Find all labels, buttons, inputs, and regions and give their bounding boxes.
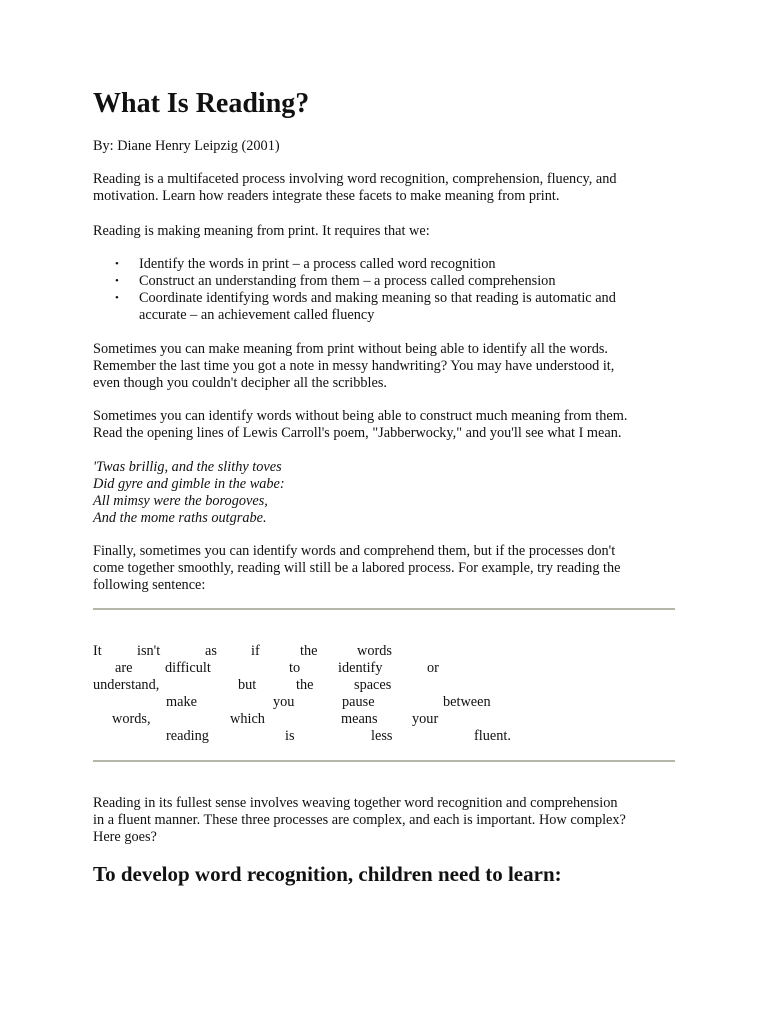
poem-line: 'Twas brillig, and the slithy toves xyxy=(93,459,282,475)
spaced-word: the xyxy=(296,677,314,693)
finally-paragraph xyxy=(93,543,683,594)
spaced-word: the xyxy=(300,643,318,659)
paragraph-line: come together smoothly, reading will still be a labored process. For example, try reading the xyxy=(93,560,621,576)
spaced-word: as xyxy=(205,643,217,659)
byline: By: Diane Henry Leipzig (2001) xyxy=(93,138,280,154)
intro-line: motivation. Learn how readers integrate these facets to make meaning from print. xyxy=(93,188,560,204)
paragraph-line: in a fluent manner. These three processes are complex, and each is important. How complex? xyxy=(93,812,626,828)
spaced-word: or xyxy=(427,660,439,676)
spaced-word: It xyxy=(93,643,102,659)
spaced-word: reading xyxy=(166,728,209,744)
paragraph-line: Sometimes you can identify words without being able to construct much meaning from them. xyxy=(93,408,628,424)
spaced-word: if xyxy=(251,643,260,659)
page-title: What Is Reading? xyxy=(93,88,310,119)
spaced-word: you xyxy=(273,694,295,710)
list-item-text: Construct an understanding from them – a process called comprehension xyxy=(139,273,556,289)
paragraph-line: Finally, sometimes you can identify words and comprehend them, but if the processes don't xyxy=(93,543,616,559)
horizontal-divider xyxy=(93,760,675,762)
paragraph-line: Sometimes you can make meaning from print without being able to identify all the words. xyxy=(93,341,608,357)
paragraph-line: Read the opening lines of Lewis Carroll's poem, "Jabberwocky," and you'll see what I mean. xyxy=(93,425,622,441)
spaced-word: to xyxy=(289,660,301,676)
list-item-text: accurate – an achievement called fluency xyxy=(139,307,375,323)
spaced-word: is xyxy=(285,728,295,744)
list-item xyxy=(93,290,616,324)
spaced-word: are xyxy=(115,660,133,676)
list-item-text: Identify the words in print – a process called word recognition xyxy=(139,256,496,272)
paragraph-line: Reading in its fullest sense involves weaving together word recognition and comprehension xyxy=(93,795,618,811)
jabberwocky-poem xyxy=(93,459,683,527)
spaced-word: identify xyxy=(338,660,383,676)
spaced-word: make xyxy=(166,694,197,710)
paragraph-line: Remember the last time you got a note in messy handwriting? You may have understood it, xyxy=(93,358,615,374)
spaced-sentence xyxy=(93,643,683,753)
bullet-icon: • xyxy=(115,275,119,287)
spaced-word: pause xyxy=(342,694,375,710)
spaced-word: fluent. xyxy=(474,728,511,744)
horizontal-divider xyxy=(93,608,675,610)
jabberwocky-intro-paragraph xyxy=(93,408,683,442)
bullet-icon: • xyxy=(115,258,119,270)
spaced-word: spaces xyxy=(354,677,392,693)
intro-line: Reading is a multifaceted process involving word recognition, comprehension, fluency, and xyxy=(93,171,617,187)
list-item xyxy=(93,256,616,273)
poem-line: All mimsy were the borogoves, xyxy=(93,493,268,509)
spaced-word: your xyxy=(412,711,439,727)
list-item-text: Coordinate identifying words and making meaning so that reading is automatic and xyxy=(139,290,616,306)
poem-line: Did gyre and gimble in the wabe: xyxy=(93,476,285,492)
spaced-word: understand, xyxy=(93,677,160,693)
paragraph-line: Here goes? xyxy=(93,829,157,845)
fullest-sense-paragraph xyxy=(93,795,683,846)
section-heading: To develop word recognition, children need to learn: xyxy=(93,862,562,886)
intro-paragraph xyxy=(93,171,683,205)
list-item xyxy=(93,273,616,290)
requirements-lead: Reading is making meaning from print. It requires that we: xyxy=(93,223,430,239)
reading-requirements-list xyxy=(93,256,616,324)
bullet-icon: • xyxy=(115,292,119,304)
spaced-word: which xyxy=(230,711,265,727)
paragraph-line: following sentence: xyxy=(93,577,206,593)
spaced-word: means xyxy=(341,711,378,727)
spaced-word: between xyxy=(443,694,491,710)
handwriting-paragraph xyxy=(93,341,683,392)
spaced-word: but xyxy=(238,677,257,693)
poem-line: And the mome raths outgrabe. xyxy=(93,510,267,526)
spaced-word: less xyxy=(371,728,393,744)
spaced-word: words, xyxy=(112,711,151,727)
spaced-word: words xyxy=(357,643,392,659)
paragraph-line: even though you couldn't decipher all the scribbles. xyxy=(93,375,387,391)
spaced-word: isn't xyxy=(137,643,161,659)
spaced-word: difficult xyxy=(165,660,211,676)
